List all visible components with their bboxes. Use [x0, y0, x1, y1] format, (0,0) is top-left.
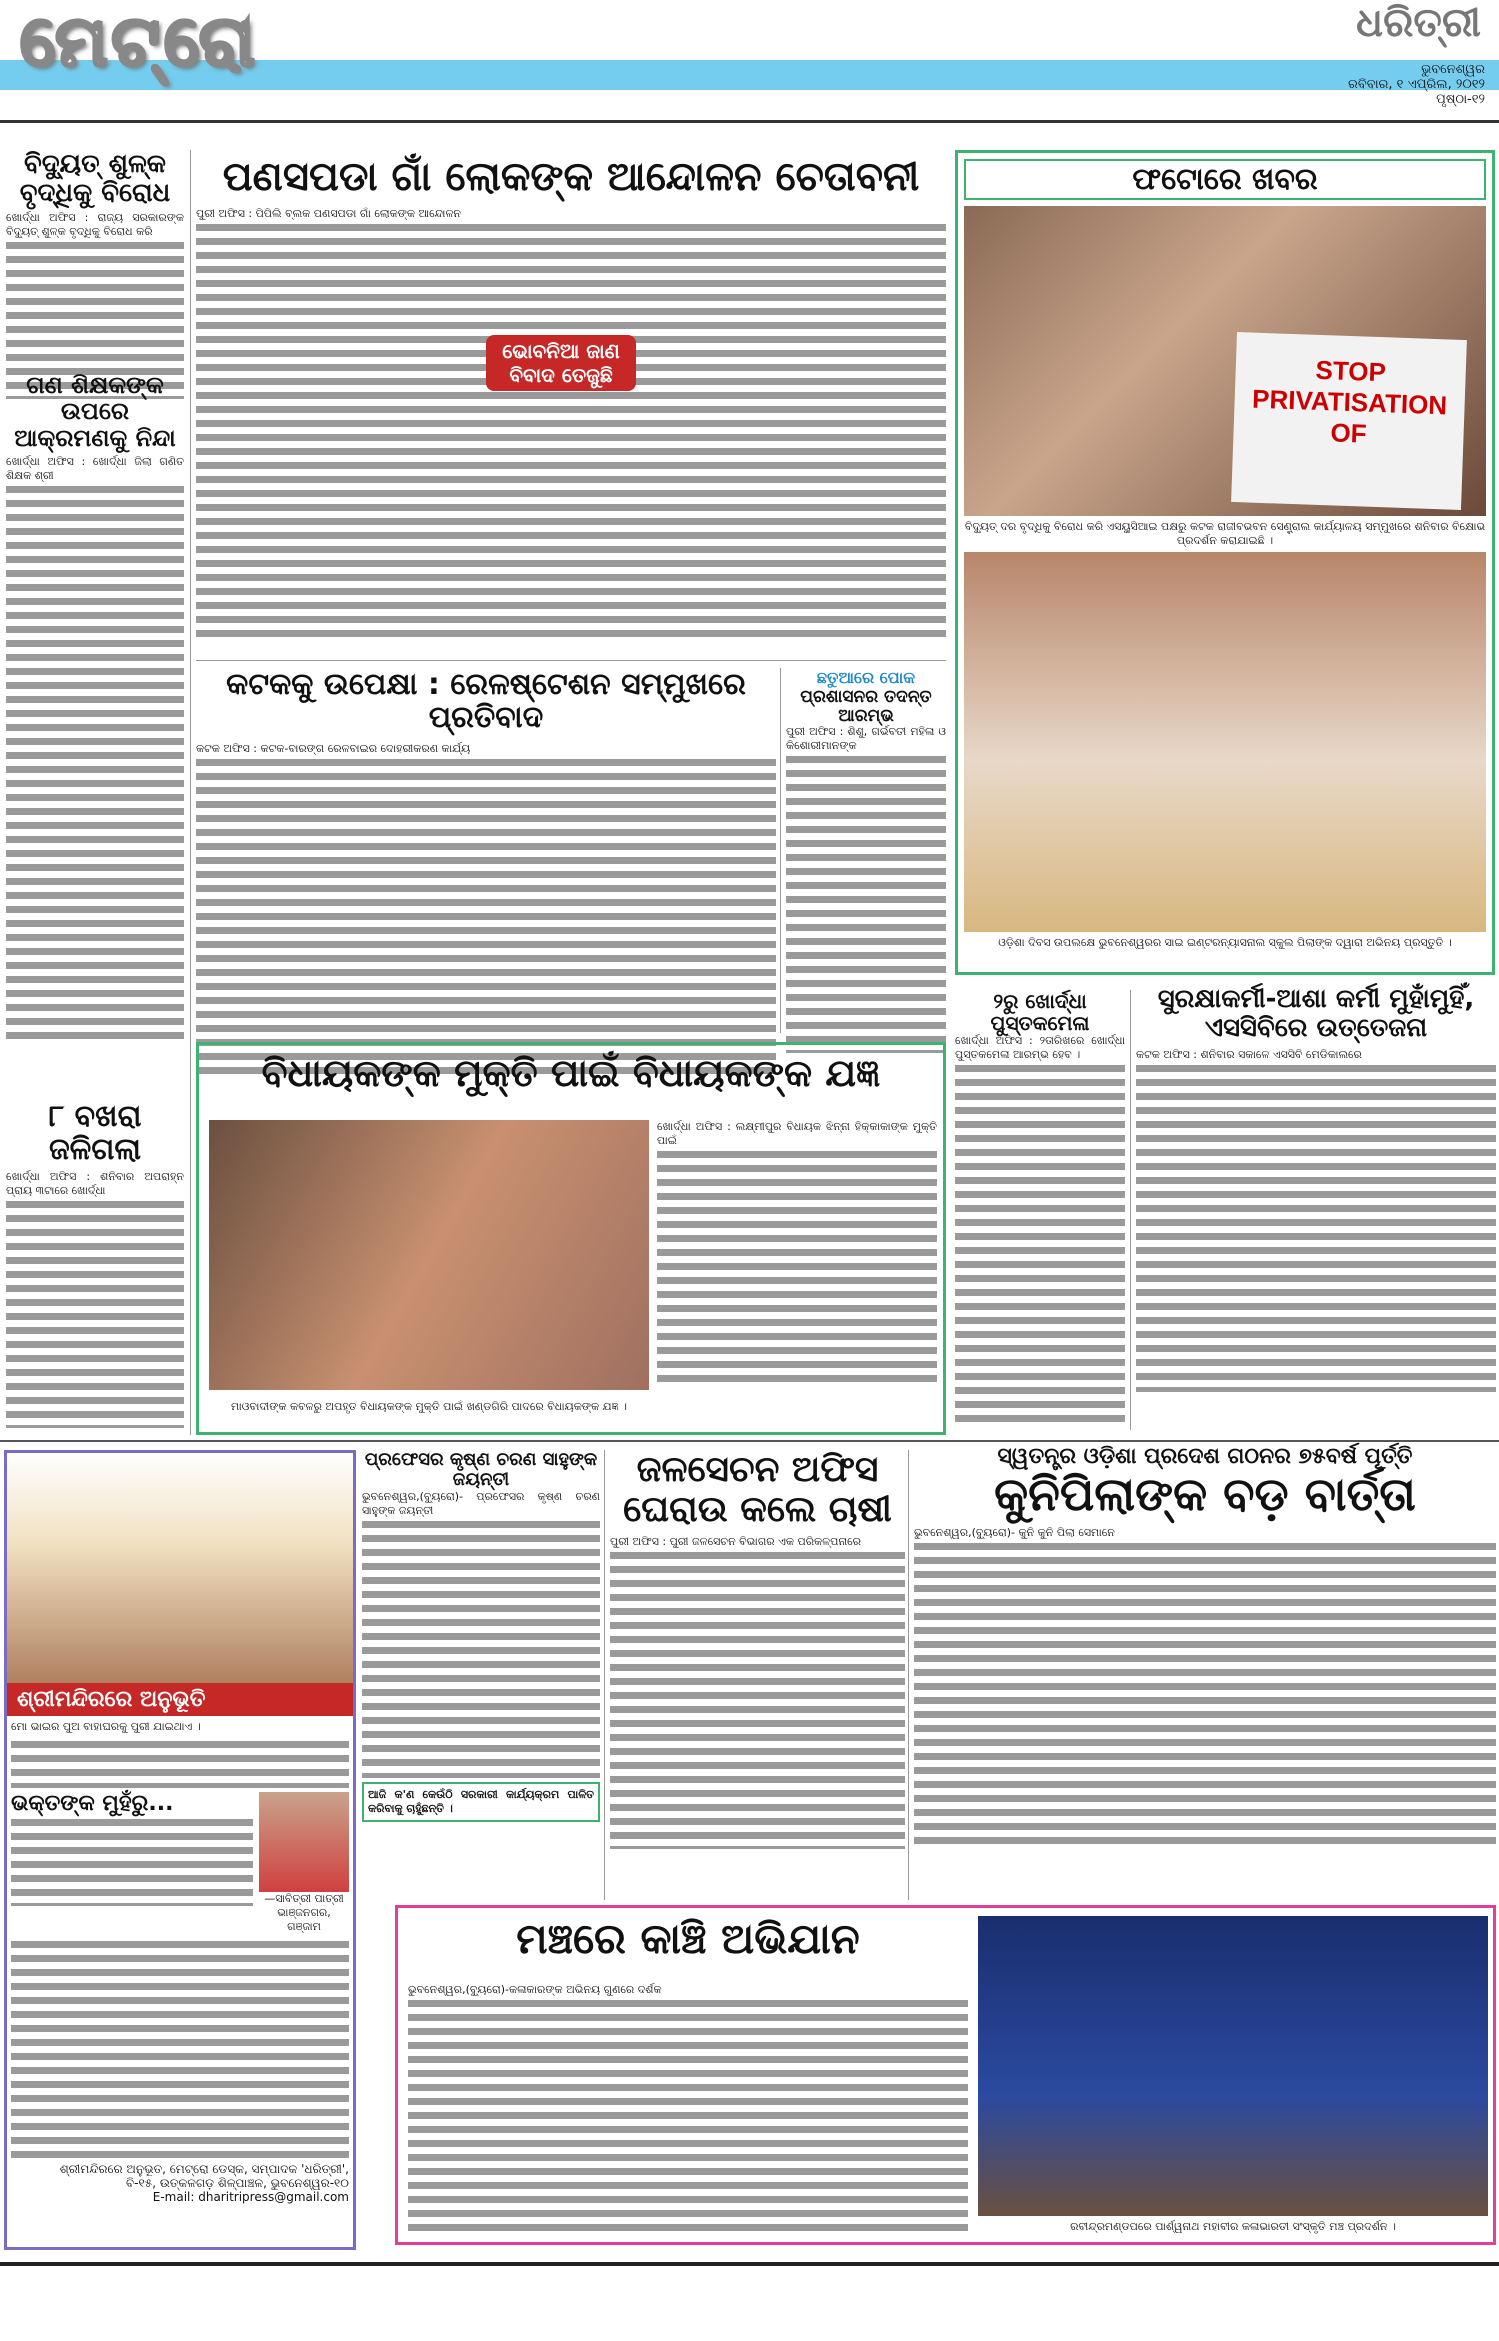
- article-irrigation: [610, 1450, 905, 1849]
- headline: ପ୍ରଫେସର କୃଷ୍ଣ ଚରଣ ସାହୁଙ୍କ ଜୟନ୍ତୀ: [364, 1449, 598, 1490]
- body-text: [657, 1148, 937, 1388]
- divider: [0, 2262, 1499, 2266]
- headline: ବିଦ୍ୟୁତ୍ ଶୁଳ୍କ ବୃଦ୍ଧିକୁ ବିରୋଧ: [19, 149, 171, 208]
- temple-box: [4, 1450, 356, 2250]
- headline: କଟକକୁ ଉପେକ୍ଷା : ରେଳଷ୍ଟେଶନ ସମ୍ମୁଖରେ ପ୍ରତିବାଦ: [226, 667, 746, 735]
- body-text: [11, 1816, 253, 1906]
- author-photo: [259, 1792, 349, 1892]
- stage-photo: [978, 1916, 1488, 2216]
- column-rule: [190, 150, 191, 1435]
- article-mushroom: [786, 668, 946, 1053]
- body-text: [610, 1549, 905, 1849]
- lead: ଭୁବନେଶ୍ୱର,(ବ୍ୟୁରୋ)- କୁନି କୁନି ପିଲା ସେମାନେ: [914, 1525, 1115, 1539]
- headline: ପଣସପଡା ଗାଁ ଲୋକଙ୍କ ଆନ୍ଦୋଳନ ଚେତାବନୀ: [222, 154, 920, 200]
- lead: ଖୋର୍ଦ୍ଧା ଅଫିସ : ୨ତାରିଖରେ ଖୋର୍ଦ୍ଧା ପୁସ୍ତକମେଳା ଆରମ୍ଭ ହେବ ।: [955, 1034, 1125, 1061]
- column-rule: [1130, 990, 1131, 1430]
- caption: ମାଓବାଦୀଙ୍କ କବଳରୁ ଅପହୃତ ବିଧାୟକଙ୍କ ମୁକ୍ତି ପାଇଁ ଖଣ୍ଡଗିରି ପାଦରେ ବିଧାୟକଙ୍କ ଯଜ୍ଞ ।: [231, 1400, 627, 1413]
- tag-box: ଭୋବନିଆ ଜାଣ ବିବାଦ ତେଜୁଛି: [486, 335, 636, 391]
- body-text: [11, 1938, 349, 2158]
- article-kanchi: [395, 1905, 1496, 2245]
- headline: ପ୍ରଶାସନର ତଦନ୍ତ ଆରମ୍ଭ: [800, 687, 932, 726]
- city: ଭୁବନେଶ୍ୱର: [1421, 62, 1485, 77]
- article-kids: [914, 1445, 1496, 1850]
- yagna-photo: [209, 1120, 649, 1390]
- photo-news-box: [955, 150, 1495, 975]
- lead: ଖୋର୍ଦ୍ଧା ଅଫିସ : ଲକ୍ଷ୍ମୀପୁର ବିଧାୟକ ଝିନ୍ନା ହିକ୍କାକାଙ୍କ ମୁକ୍ତି ପାଇଁ: [657, 1120, 937, 1147]
- article-fire: [6, 1100, 184, 1428]
- headline: କୁନିପିଲାଙ୍କ ବଡ଼ ବାର୍ତ୍ତା: [994, 1467, 1416, 1522]
- headline: ଗଣ ଶିକ୍ଷକଙ୍କ ଉପରେ ଆକ୍ରମଣକୁ ନିନ୍ଦା: [14, 371, 176, 452]
- lead: ଭୁବନେଶ୍ୱର,(ବ୍ୟୁରୋ)-କଳାକାରଙ୍କ ଅଭିନୟ ଗୁଣରେ ଦର୍ଶକ: [408, 1983, 662, 1996]
- column-rule: [908, 1450, 909, 1900]
- divider: [196, 660, 946, 661]
- box-title: ଫଟୋରେ ଖବର: [964, 159, 1486, 200]
- dateline: [1348, 62, 1485, 107]
- body-text: [196, 221, 946, 641]
- lead: ଖୋର୍ଦ୍ଧା ଅଫିସ : ଖୋର୍ଦ୍ଧା ଜିଲା ଗଣିତ ଶିକ୍ଷକ ଶ୍ରୀ: [6, 455, 184, 483]
- body-text: [786, 753, 946, 1053]
- lead: ମୋ ଭାଇର ପୁଅ ବାହାଘରକୁ ପୁରୀ ଯାଇଥାଏ ।: [11, 1720, 201, 1733]
- article-electricity: [6, 150, 184, 399]
- column-rule: [604, 1450, 605, 1900]
- divider: [0, 120, 1499, 123]
- subheading: ଭକ୍ତଙ୍କ ମୁହଁରୁ...: [11, 1791, 174, 1816]
- lead: ଖୋର୍ଦ୍ଧା ଅଫିସ : ରାଜ୍ୟ ସରକାରଙ୍କ ବିଦ୍ୟୁତ୍ ଶୁଳ୍କ ବୃଦ୍ଧିକୁ ବିରୋଧ କରି: [6, 211, 184, 239]
- kicker: ସ୍ୱତନ୍ତ୍ର ଓଡ଼ିଶା ପ୍ରଦେଶ ଗଠନର ୭୫ବର୍ଷ ପୂର୍ତ୍ତି: [997, 1444, 1413, 1469]
- article-cuttack: [196, 668, 776, 1076]
- paper-logo: ଧରିତ୍ରୀ: [1356, 0, 1481, 46]
- headline: ମଞ୍ଚରେ କାଞ୍ଚି ଅଭିଯାନ: [516, 1914, 860, 1963]
- drama-photo: [964, 552, 1486, 932]
- lead: ଭୁବନେଶ୍ୱର,(ବ୍ୟୁରୋ)- ପ୍ରଫେସର କୃଷ୍ଣ ଚରଣ ସାହୁଙ୍କ ଜୟନ୍ତୀ: [362, 1489, 600, 1517]
- body-text: [6, 483, 184, 1043]
- body-text: [1136, 1062, 1496, 1392]
- author: —ସାବିତ୍ରୀ ପାତ୍ରୀ ଭାଞ୍ଜନଗର, ଗଞ୍ଜାମ: [264, 1892, 344, 1933]
- caption: ବିଦ୍ୟୁତ୍ ଦର ବୃଦ୍ଧିକୁ ବିରୋଧ କରି ଏସୟୁସିଆଇ ପକ୍ଷରୁ କଟକ ରାଜୀବଭବନ ସେଣ୍ଟ୍ରାଲ କାର୍ଯ୍ୟାଳୟ ସମ୍ମୁଖରେ ଶନିବାର ବିକ୍ଷୋଭ ପ୍ରଦର୍ଶନ କରାଯାଇଛି ।: [964, 520, 1486, 547]
- caption: ଓଡ଼ିଶା ଦିବସ ଉପଲକ୍ଷେ ଭୁବନେଶ୍ୱରର ସାଇ ଇଣ୍ଟରନ୍ୟାସନାଲ ସ୍କୁଲ ପିଲାଙ୍କ ଦ୍ୱାରା ଅଭିନୟ ପ୍ରସ୍ତୁତି ।: [998, 936, 1452, 949]
- kicker: ଛତୁଆରେ ପୋକ: [816, 668, 916, 687]
- headline: ୮ ବଖରା ଜଳିଗଲା: [48, 1099, 142, 1167]
- article-security: [1136, 985, 1496, 1392]
- box-title: ଶ୍ରୀମନ୍ଦିରରେ ଅନୁଭୂତି: [7, 1683, 353, 1716]
- address-line: ବି-୧୫, ଉତ୍କଳଗଡ଼ ଶିଳ୍ପାଞ୍ଚଳ, ଭୁବନେଶ୍ୱର-୧୦: [126, 2176, 349, 2190]
- lead: ପୁରୀ ଅଫିସ : ପୁରୀ ଜଳସେଚନ ବିଭାଗର ଏକ ପରିକଳ୍ପନାରେ: [610, 1535, 862, 1549]
- lead: ପୁରୀ ଅଫିସ : ଶିଶୁ, ଗର୍ଭବତୀ ମହିଳା ଓ କିଶୋରୀମାନଙ୍କ: [786, 725, 946, 753]
- kanchi-text: [408, 1983, 968, 2237]
- headline: ୨ରୁ ଖୋର୍ଦ୍ଧା ପୁସ୍ତକମେଳା: [990, 989, 1090, 1035]
- article-teacher: [6, 372, 184, 1043]
- footer-address: [11, 2162, 349, 2204]
- lead: ଖୋର୍ଦ୍ଧା ଅଫିସ : ଶନିବାର ଅପରାହ୍ନ ପ୍ରାୟ ୩ଟାରେ ଖୋର୍ଦ୍ଧା: [6, 1170, 184, 1197]
- body-text: [362, 1518, 600, 1778]
- caption: ରବୀନ୍ଦ୍ରମଣ୍ଡପରେ ପାର୍ଶ୍ୱନାଥ ମହାବୀର କଳାଭାରତୀ ସଂସ୍କୃତି ମଞ୍ଚ ପ୍ରଦର୍ଶନ ।: [1070, 2220, 1396, 2233]
- lead: ପୁରୀ ଅଫିସ : ପିପିଲି ବ୍ଲକ ପଣସପଡା ଗାଁ ଲୋକଙ୍କ ଆନ୍ଦୋଳନ: [196, 207, 461, 220]
- body-text: [6, 1198, 184, 1428]
- protest-sign: STOP PRIVATISATION OF: [1231, 332, 1467, 510]
- body-text: [11, 1738, 349, 1788]
- headline: ଜଳସେଚନ ଅଫିସ ଘେରାଉ କଲେ ଚାଷୀ: [623, 1449, 892, 1530]
- mla-text: [657, 1120, 937, 1388]
- date: ରବିବାର, ୧ ଏପ୍ରିଲ, ୨୦୧୨: [1348, 77, 1485, 92]
- lead: କଟକ ଅଫିସ : ଶନିବାର ସକାଳେ ଏସସିବି ମେଡିକାଲରେ: [1136, 1048, 1362, 1062]
- lead: କଟକ ଅଫିସ : କଟକ-ବାରଙ୍ଗ ରେଳବାଇର ଦୋହରୀକରଣ କାର୍ଯ୍ୟ: [196, 742, 471, 755]
- temple-photo: [7, 1453, 353, 1683]
- body-text: [196, 756, 776, 1076]
- column-rule: [780, 668, 781, 1033]
- headline: ବିଧାୟକଙ୍କ ମୁକ୍ତି ପାଇଁ ବିଧାୟକଙ୍କ ଯଜ୍ଞ: [261, 1051, 881, 1095]
- protest-photo: [964, 206, 1486, 516]
- address-line: ଶ୍ରୀମନ୍ଦିରରେ ଅନୁଭୂତ, ମେଟ୍ରୋ ଡେସ୍କ, ସମ୍ପାଦକ 'ଧରିତ୍ରୀ',: [59, 2162, 349, 2176]
- headline: ସୁରକ୍ଷାକର୍ମୀ-ଆଶା କର୍ମୀ ମୁହାଁମୁହିଁ, ଏସସିବିରେ ଉତ୍ତେଜନା: [1157, 984, 1475, 1043]
- body-text: [408, 1997, 968, 2237]
- article-professor: [362, 1450, 600, 1822]
- article-bookfair: [955, 990, 1125, 1422]
- page-number: ପୃଷ୍ଠା-୧୨: [1436, 92, 1485, 107]
- article-panasapada: [196, 155, 946, 641]
- body-text: [914, 1540, 1496, 1850]
- body-text: [955, 1062, 1125, 1422]
- email-link[interactable]: E-mail: dharitripress@gmail.com: [152, 2190, 349, 2204]
- divider: [0, 1440, 1499, 1442]
- article-mla: [196, 1042, 946, 1435]
- notice-box: ଆଜି କ'ଣ କେଉଁଠି ସରକାରୀ କାର୍ଯ୍ୟକ୍ରମ ପାଳିତ କରିବାକୁ ଚାହୁଁଛନ୍ତି ।: [362, 1782, 600, 1822]
- section-logo: ମେଟ୍ରୋ: [20, 0, 259, 82]
